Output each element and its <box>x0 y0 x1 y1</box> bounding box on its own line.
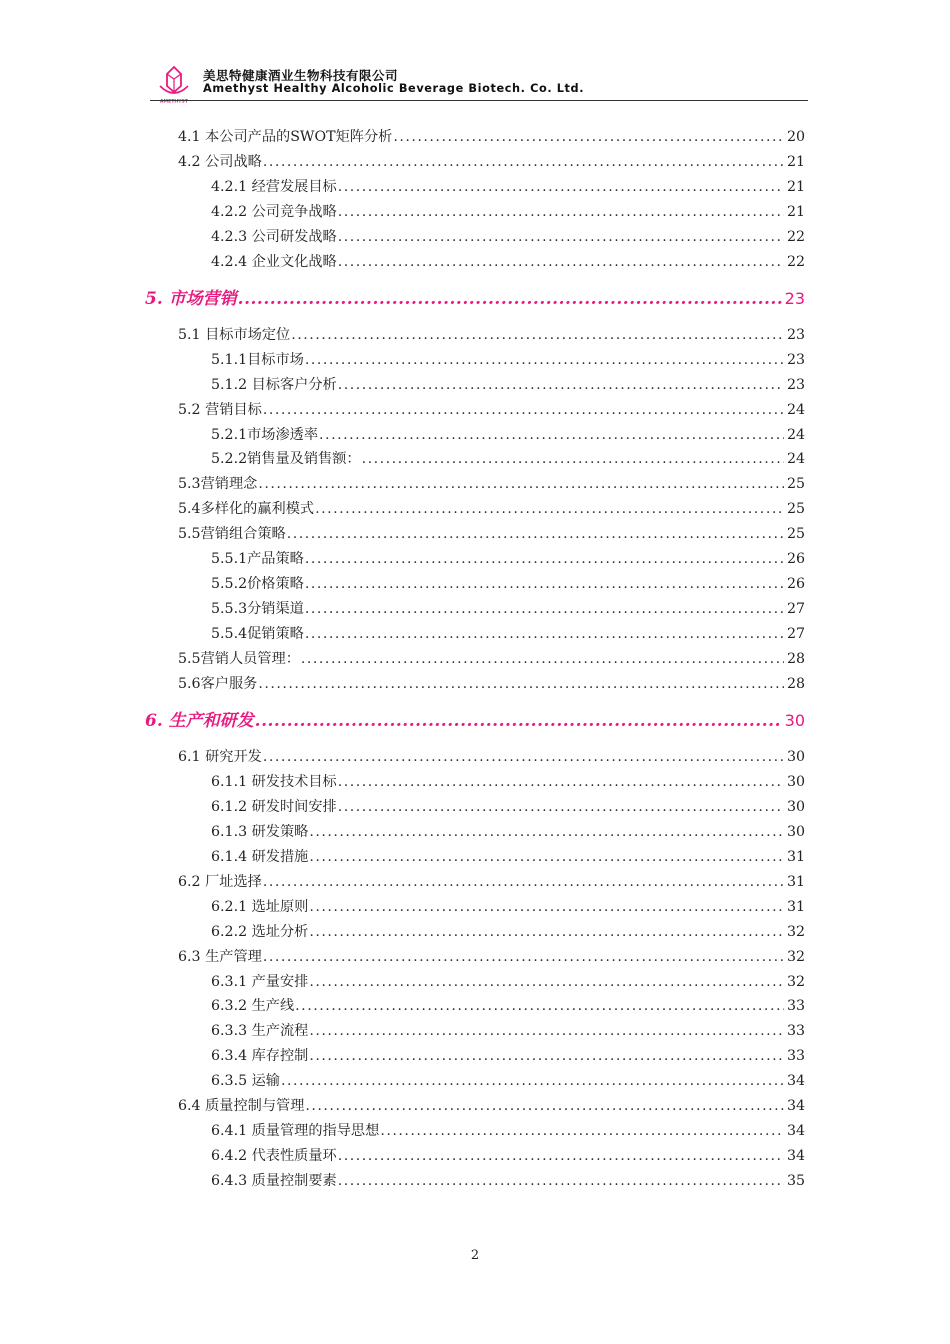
toc-entry-label: 4.2.2 公司竞争战略 <box>211 203 337 220</box>
toc-entry-page: 26 <box>786 551 805 568</box>
toc-entry[interactable] <box>211 997 805 1015</box>
toc-entry-label: 5.2.1市场渗透率 <box>211 426 319 443</box>
toc-entry-label: 6.4.2 代表性质量环 <box>211 1148 337 1165</box>
toc-entry[interactable] <box>211 600 805 618</box>
toc-entry-page: 22 <box>786 253 805 270</box>
toc-entry-page: 33 <box>786 1048 805 1065</box>
toc-entry-label: 5.5.2价格策略 <box>211 576 304 593</box>
toc-entry-page: 33 <box>786 998 805 1015</box>
toc-leader-dots <box>301 650 784 668</box>
toc-entry-page: 31 <box>786 898 805 915</box>
toc-entry-label: 6.3.3 生产流程 <box>211 1023 309 1040</box>
toc-entry[interactable] <box>211 625 805 643</box>
toc-entry-page: 27 <box>786 601 805 618</box>
toc-entry-page: 27 <box>786 626 805 643</box>
toc-entry-label: 5.6客户服务 <box>178 676 258 692</box>
toc-entry-page: 28 <box>786 651 805 668</box>
toc-entry-label: 6.3.2 生产线 <box>211 998 295 1015</box>
header-divider <box>150 100 808 101</box>
toc-entry-label: 6.3.4 库存控制 <box>211 1048 309 1065</box>
toc-entry-label: 4.2.3 公司研发战略 <box>211 228 337 245</box>
toc-entry[interactable] <box>178 650 805 668</box>
toc-entry-label: 4.2.4 企业文化战略 <box>211 253 337 270</box>
toc-entry[interactable] <box>211 426 805 444</box>
toc-leader-dots <box>338 203 784 221</box>
toc-leader-dots <box>287 525 784 543</box>
toc-entry-page: 25 <box>786 476 805 493</box>
toc-entry-page: 23 <box>786 351 805 368</box>
toc-entry-page: 30 <box>786 773 805 790</box>
toc-leader-dots <box>309 1022 784 1040</box>
toc-leader-dots <box>305 351 784 369</box>
toc-entry[interactable] <box>178 475 805 493</box>
toc-entry[interactable] <box>178 326 805 344</box>
toc-entry-label: 4.2 公司战略 <box>178 153 262 170</box>
toc-entry-label: 5.1.1目标市场 <box>211 351 304 368</box>
toc-leader-dots <box>263 873 784 891</box>
logo-text: AMETHYST <box>159 99 189 104</box>
toc-entry-page: 31 <box>786 873 805 890</box>
toc-leader-dots <box>258 675 784 693</box>
toc-entry-page: 23 <box>786 376 805 393</box>
toc-entry[interactable] <box>211 550 805 568</box>
company-name-en: Amethyst Healthy Alcoholic Beverage Biotech. Co. Ltd. <box>203 82 585 95</box>
toc-entry-page: 34 <box>786 1148 805 1165</box>
toc-entry-page: 30 <box>786 748 805 765</box>
toc-leader-dots <box>305 625 784 643</box>
toc-leader-dots <box>263 748 784 766</box>
toc-leader-dots <box>305 1097 784 1115</box>
toc-entry[interactable] <box>211 823 805 841</box>
toc-leader-dots <box>305 550 784 568</box>
toc-entry-page: 21 <box>786 178 805 195</box>
toc-entry[interactable] <box>211 1122 805 1140</box>
toc-entry-label: 6.1 研究开发 <box>178 748 262 765</box>
toc-entry[interactable] <box>211 253 805 271</box>
toc-leader-dots <box>319 426 784 444</box>
amethyst-logo-icon <box>156 64 192 104</box>
toc-entry[interactable] <box>211 1072 805 1090</box>
toc-leader-dots <box>315 500 784 518</box>
toc-leader-dots <box>338 253 784 271</box>
toc-entry[interactable] <box>211 178 805 196</box>
toc-entry[interactable] <box>211 228 805 246</box>
toc-entry-label: 6.4 质量控制与管理 <box>178 1098 305 1115</box>
toc-entry-label: 6.2.2 选址分析 <box>211 923 309 940</box>
toc-entry-label: 6.3 生产管理 <box>178 948 262 965</box>
toc-entry[interactable] <box>211 773 805 791</box>
toc-entry[interactable] <box>211 351 805 369</box>
page-header <box>150 62 808 102</box>
toc-chapter-entry[interactable] <box>145 288 805 310</box>
toc-entry-page: 34 <box>786 1098 805 1115</box>
toc-entry[interactable] <box>178 525 805 543</box>
toc-entry[interactable] <box>211 848 805 866</box>
toc-entry-label: 6.2.1 选址原则 <box>211 898 309 915</box>
toc-leader-dots <box>263 948 784 966</box>
toc-entry-label: 5.2 营销目标 <box>178 401 262 418</box>
toc-entry[interactable] <box>211 575 805 593</box>
toc-entry[interactable] <box>211 1172 805 1190</box>
toc-entry[interactable] <box>211 973 805 991</box>
toc-leader-dots <box>309 1047 784 1065</box>
toc-entry[interactable] <box>178 153 805 171</box>
toc-entry-page: 32 <box>786 923 805 940</box>
toc-entry[interactable] <box>211 376 805 394</box>
toc-entry[interactable] <box>178 1097 805 1115</box>
toc-entry[interactable] <box>211 1147 805 1165</box>
toc-leader-dots <box>338 773 784 791</box>
toc-leader-dots <box>258 475 784 493</box>
toc-leader-dots <box>263 153 784 171</box>
toc-leader-dots <box>338 376 784 394</box>
toc-entry-label: 5.1.2 目标客户分析 <box>211 376 337 393</box>
toc-entry[interactable] <box>211 1022 805 1040</box>
toc-leader-dots <box>338 798 784 816</box>
toc-entry[interactable] <box>178 401 805 419</box>
toc-entry-page: 31 <box>786 848 805 865</box>
toc-entry-page: 24 <box>786 401 805 418</box>
toc-entry-label: 6.3.1 产量安排 <box>211 973 309 990</box>
toc-entry-label: 6.4.1 质量管理的指导思想 <box>211 1123 380 1140</box>
toc-leader-dots <box>255 710 782 732</box>
toc-leader-dots <box>338 178 784 196</box>
page-number: 2 <box>470 1248 480 1263</box>
toc-entry-label: 5.5营销组合策略 <box>178 526 286 543</box>
toc-entry-page: 21 <box>786 153 805 170</box>
toc-entry-label: 6.4.3 质量控制要素 <box>211 1173 337 1190</box>
toc-entry-page: 30 <box>786 798 805 815</box>
toc-entry-label: 5.1 目标市场定位 <box>178 326 291 343</box>
toc-entry-page: 25 <box>786 501 805 518</box>
toc-entry-page: 21 <box>786 203 805 220</box>
toc-entry-page: 30 <box>786 823 805 840</box>
toc-entry-label: 5.5.1产品策略 <box>211 551 304 568</box>
toc-entry-label: 4.2.1 经营发展目标 <box>211 178 337 195</box>
toc-entry-page: 32 <box>786 973 805 990</box>
toc-leader-dots <box>309 848 784 866</box>
toc-leader-dots <box>263 401 784 419</box>
toc-leader-dots <box>281 1072 784 1090</box>
toc-entry-label: 5.5.3分销渠道 <box>211 601 304 618</box>
toc-leader-dots <box>291 326 784 344</box>
toc-leader-dots <box>393 128 784 146</box>
toc-entry[interactable] <box>178 748 805 766</box>
toc-entry-page: 23 <box>786 326 805 343</box>
toc-entry-page: 25 <box>786 526 805 543</box>
toc-leader-dots <box>380 1122 784 1140</box>
toc-entry[interactable] <box>178 873 805 891</box>
toc-entry-page: 23 <box>784 288 805 308</box>
toc-leader-dots <box>362 450 784 468</box>
toc-leader-dots <box>238 288 782 310</box>
toc-entry-label: 4.1 本公司产品的SWOT矩阵分析 <box>178 129 393 145</box>
company-name-cn: 美思特健康酒业生物科技有限公司 <box>203 68 399 83</box>
toc-entry[interactable] <box>211 923 805 941</box>
toc-entry-label: 5.5营销人员管理： <box>178 651 300 668</box>
toc-entry-label: 6.2 厂址选择 <box>178 873 262 890</box>
toc-entry[interactable] <box>211 1047 805 1065</box>
toc-chapter-entry[interactable] <box>145 710 805 732</box>
toc-leader-dots <box>309 823 784 841</box>
toc-entry-page: 28 <box>786 676 805 692</box>
toc-entry-label: 6.1.2 研发时间安排 <box>211 798 337 815</box>
toc-leader-dots <box>309 973 784 991</box>
toc-leader-dots <box>338 1147 784 1165</box>
toc-entry[interactable] <box>211 798 805 816</box>
toc-entry-label: 6.3.5 运输 <box>211 1073 280 1090</box>
toc-entry[interactable] <box>178 948 805 966</box>
toc-leader-dots <box>338 228 784 246</box>
toc-entry-label: 6.1.1 研发技术目标 <box>211 773 337 790</box>
toc-entry-page: 30 <box>784 710 805 730</box>
toc-leader-dots <box>295 997 784 1015</box>
toc-entry-label: 5.4多样化的赢利模式 <box>178 501 315 518</box>
toc-entry[interactable] <box>211 898 805 916</box>
toc-entry-page: 22 <box>786 228 805 245</box>
toc-entry-page: 20 <box>786 129 805 145</box>
toc-entry-page: 34 <box>786 1073 805 1090</box>
toc-entry-page: 34 <box>786 1123 805 1140</box>
toc-entry[interactable] <box>178 128 805 146</box>
toc-leader-dots <box>305 600 784 618</box>
toc-entry-label: 5.3营销理念 <box>178 476 258 493</box>
toc-entry[interactable] <box>178 675 805 693</box>
toc-entry-label: 5. 市场营销 <box>145 288 237 309</box>
toc-entry[interactable] <box>178 500 805 518</box>
toc-entry[interactable] <box>211 203 805 221</box>
toc-entry[interactable] <box>211 450 805 468</box>
toc-entry-label: 5.2.2销售量及销售额： <box>211 451 361 468</box>
toc-entry-page: 33 <box>786 1023 805 1040</box>
toc-entry-label: 6.1.4 研发措施 <box>211 848 309 865</box>
toc-entry-page: 26 <box>786 576 805 593</box>
toc-leader-dots <box>309 923 784 941</box>
toc-entry-page: 24 <box>786 451 805 468</box>
toc-leader-dots <box>305 575 784 593</box>
toc-entry-page: 32 <box>786 948 805 965</box>
toc-leader-dots <box>309 898 784 916</box>
toc-entry-label: 6.1.3 研发策略 <box>211 823 309 840</box>
toc-entry-page: 35 <box>786 1173 805 1190</box>
toc-entry-label: 6. 生产和研发 <box>145 710 254 731</box>
toc-entry-page: 24 <box>786 426 805 443</box>
toc-entry-label: 5.5.4促销策略 <box>211 626 304 643</box>
toc-leader-dots <box>338 1172 784 1190</box>
